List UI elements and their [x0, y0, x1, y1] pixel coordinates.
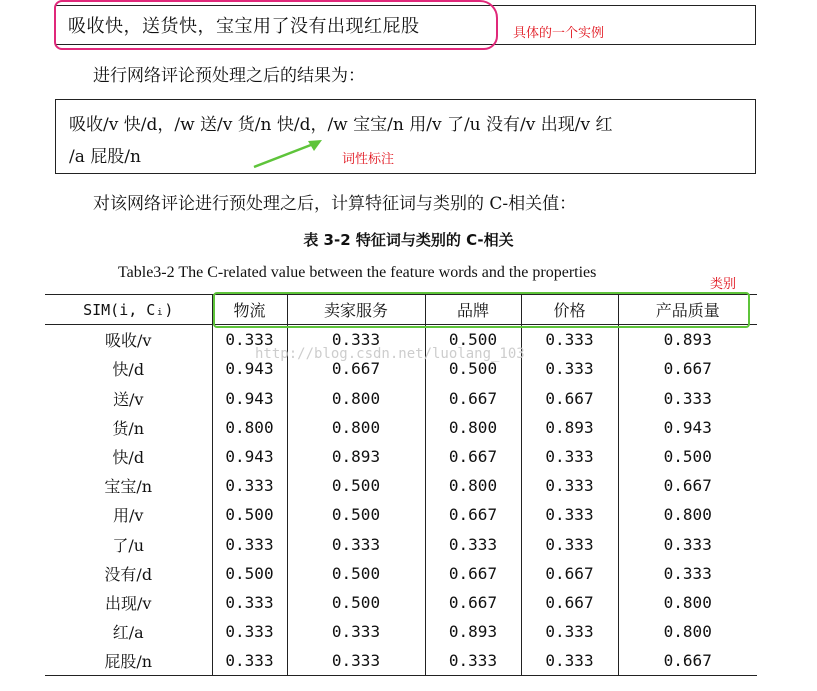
pos-tagged-line-1: 吸收/v 快/d，/w 送/v 货/n 快/d，/w 宝宝/n 用/v 了/u 没有/v 出现/v 红 — [69, 115, 613, 135]
value-cell: 0.667 — [521, 559, 618, 588]
table-row — [45, 442, 757, 471]
value-cell: 0.943 — [212, 384, 287, 413]
value-cell: 0.333 — [521, 471, 618, 500]
value-cell: 0.333 — [212, 325, 287, 355]
value-cell: 0.333 — [212, 617, 287, 646]
header-category: 品牌 — [425, 295, 521, 325]
value-cell: 0.500 — [287, 471, 425, 500]
feature-word-cell: 快/d — [112, 448, 145, 468]
value-cell: 0.333 — [212, 588, 287, 617]
value-cell: 0.800 — [618, 500, 757, 529]
value-cell: 0.333 — [212, 471, 287, 500]
value-cell: 0.893 — [287, 442, 425, 471]
header-category: 卖家服务 — [287, 295, 425, 325]
feature-word-cell: 红/a — [112, 623, 144, 643]
value-cell: 0.333 — [287, 530, 425, 559]
value-cell: 0.667 — [425, 500, 521, 529]
header-sim: SIM(i, Cᵢ) — [45, 295, 212, 325]
value-cell: 0.500 — [425, 354, 521, 383]
value-cell: 0.800 — [425, 471, 521, 500]
paragraph-c-related: 对该网络评论进行预处理之后，计算特征词与类别的 C-相关值： — [93, 194, 577, 214]
value-cell: 0.333 — [521, 325, 618, 355]
pos-annotation: 词性标注 — [342, 152, 395, 167]
value-cell: 0.943 — [212, 442, 287, 471]
value-cell: 0.667 — [521, 384, 618, 413]
feature-word-cell: 了/u — [112, 535, 145, 555]
value-cell: 0.667 — [425, 384, 521, 413]
value-cell: 0.333 — [618, 530, 757, 559]
value-cell: 0.333 — [618, 559, 757, 588]
value-cell: 0.333 — [521, 442, 618, 471]
value-cell: 0.333 — [212, 530, 287, 559]
table-row — [45, 471, 757, 500]
paragraph-preprocess-result: 进行网络评论预处理之后的结果为： — [93, 66, 365, 86]
table-row — [45, 617, 757, 646]
value-cell: 0.667 — [425, 559, 521, 588]
table-row — [45, 559, 757, 588]
value-cell: 0.893 — [618, 325, 757, 355]
value-cell: 0.800 — [287, 384, 425, 413]
example-box — [55, 5, 756, 45]
table-caption-en: Table3-2 The C-related value between the feature words and the properties — [118, 264, 597, 281]
value-cell: 0.800 — [287, 413, 425, 442]
value-cell: 0.667 — [521, 588, 618, 617]
feature-word-cell: 出现/v — [105, 593, 152, 613]
value-cell: 0.893 — [521, 413, 618, 442]
feature-word-cell: 用/v — [113, 506, 144, 526]
value-cell: 0.500 — [287, 500, 425, 529]
example-text: 吸收快，送货快，宝宝用了没有出现红屁股 — [68, 16, 420, 37]
value-cell: 0.943 — [212, 354, 287, 383]
header-category: 价格 — [521, 295, 618, 325]
feature-word-cell: 没有/d — [104, 564, 153, 584]
feature-word-cell: 吸收/v — [105, 331, 152, 351]
table-row — [45, 384, 757, 413]
pos-tagged-box — [55, 99, 756, 174]
value-cell: 0.500 — [287, 588, 425, 617]
value-cell: 0.500 — [287, 559, 425, 588]
value-cell: 0.333 — [212, 646, 287, 676]
table-row — [45, 530, 757, 559]
value-cell: 0.333 — [618, 384, 757, 413]
value-cell: 0.333 — [521, 646, 618, 676]
value-cell: 0.800 — [618, 617, 757, 646]
example-annotation: 具体的一个实例 — [513, 26, 605, 41]
feature-word-cell: 送/v — [113, 389, 144, 409]
table-caption-cn: 表 3-2 特征词与类别的 C-相关 — [303, 231, 514, 249]
value-cell: 0.333 — [287, 617, 425, 646]
value-cell: 0.667 — [618, 471, 757, 500]
value-cell: 0.333 — [521, 530, 618, 559]
value-cell: 0.333 — [287, 325, 425, 355]
feature-word-cell: 货/n — [112, 418, 145, 438]
value-cell: 0.667 — [425, 442, 521, 471]
value-cell: 0.800 — [618, 588, 757, 617]
value-cell: 0.667 — [425, 588, 521, 617]
value-cell: 0.500 — [212, 500, 287, 529]
value-cell: 0.500 — [618, 442, 757, 471]
feature-word-cell: 屁股/n — [104, 652, 153, 672]
value-cell: 0.800 — [212, 413, 287, 442]
c-related-table — [45, 294, 757, 676]
value-cell: 0.333 — [425, 530, 521, 559]
annotation-arrow-icon — [250, 135, 330, 171]
table-row — [45, 588, 757, 617]
value-cell: 0.333 — [521, 354, 618, 383]
value-cell: 0.800 — [425, 413, 521, 442]
feature-word-cell: 快/d — [112, 360, 145, 380]
value-cell: 0.333 — [521, 617, 618, 646]
category-annotation: 类别 — [710, 277, 737, 292]
value-cell: 0.500 — [212, 559, 287, 588]
value-cell: 0.667 — [287, 354, 425, 383]
watermark: http://blog.csdn.net/luolang_103 — [255, 346, 525, 362]
table-row — [45, 354, 757, 383]
pos-tagged-line-2: /a 屁股/n — [69, 147, 141, 167]
table-row — [45, 500, 757, 529]
value-cell: 0.943 — [618, 413, 757, 442]
feature-word-cell: 宝宝/n — [104, 477, 153, 497]
table-header-row — [45, 295, 757, 325]
value-cell: 0.333 — [425, 646, 521, 676]
table-body — [45, 325, 757, 676]
value-cell: 0.667 — [618, 354, 757, 383]
value-cell: 0.333 — [287, 646, 425, 676]
value-cell: 0.333 — [521, 500, 618, 529]
value-cell: 0.893 — [425, 617, 521, 646]
header-category: 产品质量 — [618, 295, 757, 325]
table-row — [45, 325, 757, 355]
value-cell: 0.667 — [618, 646, 757, 676]
table-row — [45, 646, 757, 676]
table-row — [45, 413, 757, 442]
value-cell: 0.500 — [425, 325, 521, 355]
header-category: 物流 — [212, 295, 287, 325]
